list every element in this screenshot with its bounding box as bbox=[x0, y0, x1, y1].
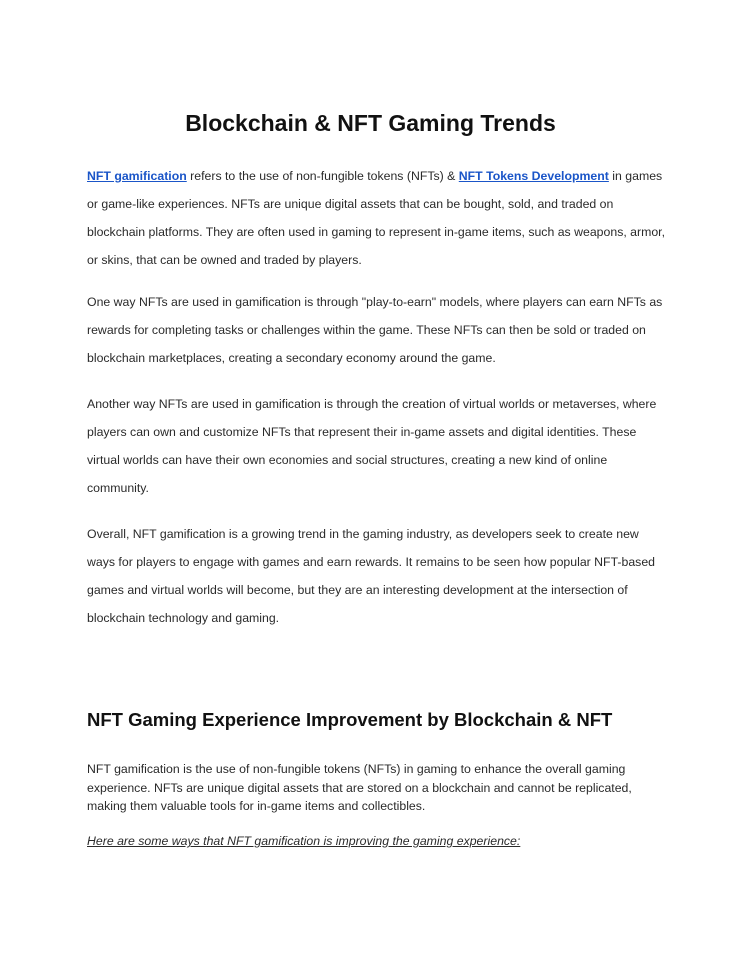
section-note: Here are some ways that NFT gamification is improving the gaming experience: bbox=[87, 834, 521, 848]
nft-gamification-link[interactable]: NFT gamification bbox=[87, 169, 187, 183]
intro-paragraph bbox=[87, 162, 667, 274]
page-title: Blockchain & NFT Gaming Trends bbox=[185, 110, 556, 136]
paragraph-overall: Overall, NFT gamification is a growing trend in the gaming industry, as developers seek to create new ways for players to engage with games and earn rewards. It remains to be seen how popular NFT-based games and virtual worlds will become, but they are an interesting development at the intersection of blockchain technology and gaming. bbox=[87, 527, 656, 625]
section-heading: NFT Gaming Experience Improvement by Blockchain & NFT bbox=[87, 709, 613, 730]
paragraph-play-to-earn: One way NFTs are used in gamification is through "play-to-earn" models, where players can earn NFTs as rewards for completing tasks or challenges within the game. These NFTs can then be sold or traded on blockchain marketplaces, creating a secondary economy around the game. bbox=[87, 295, 663, 365]
paragraph-metaverses: Another way NFTs are used in gamification is through the creation of virtual worlds or metaverses, where players can own and customize NFTs that represent their in-game assets and digital identities. These virtual worlds can have their own economies and social structures, creating a new kind of online community. bbox=[87, 397, 657, 495]
intro-text-1: refers to the use of non-fungible tokens (NFTs) & bbox=[186, 169, 459, 183]
nft-tokens-development-link[interactable]: NFT Tokens Development bbox=[458, 169, 609, 183]
section-paragraph: NFT gamification is the use of non-fungible tokens (NFTs) in gaming to enhance the overall gaming experience. NFTs are unique digital assets that are stored on a blockchain and cannot be replicated, making them valuable tools for in-game items and collectibles. bbox=[87, 762, 632, 813]
intro-text-2: in games or game-like experiences. NFTs are unique digital assets that can be bought, sold, and traded on blockchain platforms. They are often used in gaming to represent in-game items, such as weapons, armor, or skins, that can be owned and traded by players. bbox=[87, 169, 666, 267]
